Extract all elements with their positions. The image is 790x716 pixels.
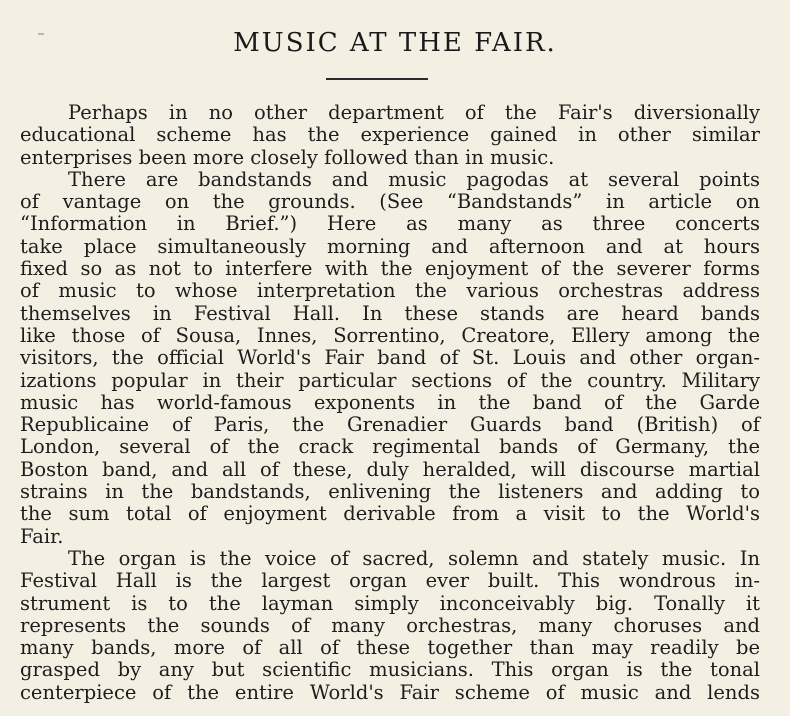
text-line: educational scheme has the experience gained in other similar: [20, 123, 760, 147]
text-line: centerpiece of the entire World's Fair scheme of music and lends: [20, 680, 760, 704]
text-line: London, several of the crack regimental bands of Germany, the: [20, 435, 760, 459]
text-line: grasped by any but scientific musicians. This organ is the tonal: [20, 658, 760, 682]
text-line: The organ is the voice of sacred, solemn and stately music. In: [68, 546, 760, 570]
title-rule: [326, 78, 428, 80]
text-line: “Information in Brief.”) Here as many as three concerts: [20, 212, 760, 236]
text-line: many bands, more of all of these together than may readily be: [20, 636, 760, 660]
text-line: of vantage on the grounds. (See “Bandstands” in article on: [20, 190, 760, 214]
text-line: enterprises been more closely followed than in music.: [20, 145, 555, 169]
text-line: Perhaps in no other department of the Fair's diversionally: [68, 101, 760, 124]
text-line: music has world-famous exponents in the band of the Garde: [20, 390, 760, 414]
text-line: take place simultaneously morning and afternoon and at hours: [20, 234, 760, 258]
text-line: strains in the bandstands, enlivening the listeners and adding to: [20, 480, 760, 504]
text-line: Republicaine of Paris, the Grenadier Guards band (British) of: [20, 413, 760, 437]
text-line: the sum total of enjoyment derivable from a visit to the World's: [20, 502, 760, 526]
text-line: themselves in Festival Hall. In these stands are heard bands: [20, 301, 760, 325]
text-line: There are bandstands and music pagodas at several points: [68, 167, 760, 191]
article-body: [20, 102, 760, 704]
text-line: Festival Hall is the largest organ ever built. This wondrous in-: [20, 569, 760, 593]
article-title: MUSIC AT THE FAIR.: [233, 28, 557, 58]
text-line: Fair.: [20, 524, 64, 548]
text-line: strument is to the layman simply inconceivably big. Tonally it: [20, 591, 760, 615]
text-line: Boston band, and all of these, duly heralded, will discourse martial: [20, 457, 760, 481]
text-line: like those of Sousa, Innes, Sorrentino, Creatore, Ellery among the: [20, 323, 760, 347]
text-line: fixed so as not to interfere with the enjoyment of the severer forms: [20, 257, 760, 281]
text-line: izations popular in their particular sections of the country. Military: [20, 368, 760, 392]
text-line: visitors, the official World's Fair band of St. Louis and other organ-: [20, 346, 760, 370]
text-line: represents the sounds of many orchestras, many choruses and: [20, 613, 760, 637]
text-line: of music to whose interpretation the various orchestras address: [20, 279, 760, 303]
